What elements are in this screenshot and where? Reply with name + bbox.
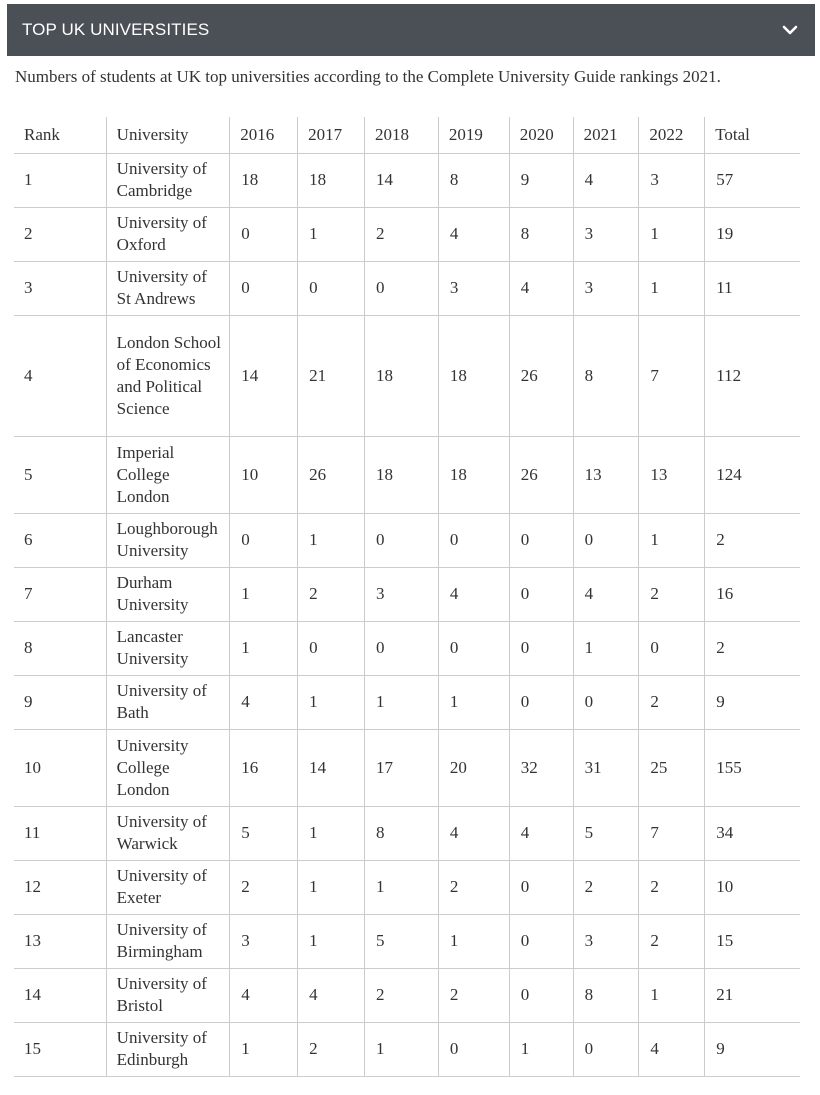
cell-2020: 1 — [509, 1022, 573, 1076]
cell-2016: 1 — [230, 621, 298, 675]
cell-total: 2 — [705, 513, 800, 567]
cell-2018: 17 — [364, 729, 438, 806]
cell-2017: 4 — [298, 968, 365, 1022]
cell-2021: 0 — [573, 675, 639, 729]
table-row — [14, 315, 800, 436]
cell-2022: 7 — [639, 806, 705, 860]
cell-2021: 4 — [573, 153, 639, 207]
column-header-total: Total — [705, 117, 800, 153]
table-caption: Numbers of students at UK top universities according to the Complete University Guide rankings 2021. — [15, 67, 721, 86]
cell-2017: 0 — [298, 621, 365, 675]
cell-2019: 3 — [438, 261, 509, 315]
cell-2020: 0 — [509, 675, 573, 729]
table-row — [14, 207, 800, 261]
cell-2017: 26 — [298, 436, 365, 513]
cell-2019: 4 — [438, 567, 509, 621]
cell-total: 2 — [705, 621, 800, 675]
cell-2020: 0 — [509, 968, 573, 1022]
cell-rank: 11 — [14, 806, 106, 860]
cell-2021: 0 — [573, 1022, 639, 1076]
cell-2022: 1 — [639, 513, 705, 567]
cell-2019: 1 — [438, 914, 509, 968]
cell-2017: 1 — [298, 806, 365, 860]
cell-2016: 3 — [230, 914, 298, 968]
cell-rank: 6 — [14, 513, 106, 567]
table-row — [14, 567, 800, 621]
cell-rank: 2 — [14, 207, 106, 261]
cell-2020: 0 — [509, 621, 573, 675]
table-row — [14, 806, 800, 860]
cell-rank: 9 — [14, 675, 106, 729]
cell-rank: 12 — [14, 860, 106, 914]
cell-total: 34 — [705, 806, 800, 860]
cell-2021: 13 — [573, 436, 639, 513]
cell-university: University of Bristol — [106, 968, 230, 1022]
cell-2016: 18 — [230, 153, 298, 207]
cell-rank: 13 — [14, 914, 106, 968]
table-header-row — [14, 117, 800, 153]
table-row — [14, 261, 800, 315]
column-header-university: University — [106, 117, 230, 153]
cell-rank: 3 — [14, 261, 106, 315]
cell-total: 19 — [705, 207, 800, 261]
cell-2017: 1 — [298, 207, 365, 261]
cell-2021: 31 — [573, 729, 639, 806]
column-header-2019: 2019 — [438, 117, 509, 153]
cell-rank: 7 — [14, 567, 106, 621]
cell-2018: 0 — [364, 621, 438, 675]
cell-university: University of Warwick — [106, 806, 230, 860]
cell-2016: 1 — [230, 1022, 298, 1076]
column-header-2017: 2017 — [298, 117, 365, 153]
cell-2020: 26 — [509, 315, 573, 436]
cell-2018: 1 — [364, 675, 438, 729]
cell-2022: 13 — [639, 436, 705, 513]
cell-2018: 1 — [364, 860, 438, 914]
table-row — [14, 436, 800, 513]
table-row — [14, 914, 800, 968]
cell-2020: 0 — [509, 860, 573, 914]
cell-2016: 16 — [230, 729, 298, 806]
cell-2016: 4 — [230, 968, 298, 1022]
cell-rank: 10 — [14, 729, 106, 806]
cell-2021: 3 — [573, 207, 639, 261]
cell-university: University College London — [106, 729, 230, 806]
cell-total: 10 — [705, 860, 800, 914]
cell-2019: 18 — [438, 315, 509, 436]
cell-2020: 4 — [509, 806, 573, 860]
cell-2022: 2 — [639, 675, 705, 729]
cell-2022: 2 — [639, 860, 705, 914]
cell-2022: 25 — [639, 729, 705, 806]
cell-2017: 1 — [298, 860, 365, 914]
cell-university: London School of Economics and Political Science — [106, 315, 230, 436]
cell-2021: 0 — [573, 513, 639, 567]
table-row — [14, 968, 800, 1022]
cell-rank: 8 — [14, 621, 106, 675]
table-body — [14, 153, 800, 1076]
cell-2019: 4 — [438, 207, 509, 261]
cell-total: 9 — [705, 1022, 800, 1076]
cell-2022: 3 — [639, 153, 705, 207]
cell-2020: 9 — [509, 153, 573, 207]
cell-2016: 1 — [230, 567, 298, 621]
cell-university: Durham University — [106, 567, 230, 621]
column-header-rank: Rank — [14, 117, 106, 153]
cell-2016: 4 — [230, 675, 298, 729]
column-header-2022: 2022 — [639, 117, 705, 153]
cell-total: 57 — [705, 153, 800, 207]
cell-total: 155 — [705, 729, 800, 806]
table-row — [14, 860, 800, 914]
cell-2017: 18 — [298, 153, 365, 207]
cell-rank: 15 — [14, 1022, 106, 1076]
cell-2021: 3 — [573, 914, 639, 968]
cell-2017: 1 — [298, 675, 365, 729]
cell-total: 124 — [705, 436, 800, 513]
cell-2018: 3 — [364, 567, 438, 621]
cell-university: University of St Andrews — [106, 261, 230, 315]
cell-total: 16 — [705, 567, 800, 621]
cell-university: University of Cambridge — [106, 153, 230, 207]
column-header-2016: 2016 — [230, 117, 298, 153]
cell-2017: 14 — [298, 729, 365, 806]
cell-university: University of Exeter — [106, 860, 230, 914]
cell-2021: 3 — [573, 261, 639, 315]
cell-2018: 18 — [364, 436, 438, 513]
cell-2018: 8 — [364, 806, 438, 860]
cell-2021: 1 — [573, 621, 639, 675]
cell-university: University of Birmingham — [106, 914, 230, 968]
cell-2019: 0 — [438, 513, 509, 567]
cell-total: 112 — [705, 315, 800, 436]
cell-2020: 0 — [509, 513, 573, 567]
cell-2022: 0 — [639, 621, 705, 675]
cell-total: 9 — [705, 675, 800, 729]
cell-2019: 1 — [438, 675, 509, 729]
cell-total: 21 — [705, 968, 800, 1022]
cell-2019: 2 — [438, 968, 509, 1022]
accordion-title: TOP UK UNIVERSITIES — [22, 20, 210, 39]
cell-2019: 18 — [438, 436, 509, 513]
cell-2017: 21 — [298, 315, 365, 436]
cell-2016: 14 — [230, 315, 298, 436]
cell-rank: 4 — [14, 315, 106, 436]
table-row — [14, 675, 800, 729]
cell-2018: 0 — [364, 261, 438, 315]
cell-total: 15 — [705, 914, 800, 968]
cell-rank: 1 — [14, 153, 106, 207]
cell-2019: 8 — [438, 153, 509, 207]
cell-2019: 4 — [438, 806, 509, 860]
cell-university: University of Bath — [106, 675, 230, 729]
cell-2016: 0 — [230, 261, 298, 315]
cell-2016: 0 — [230, 513, 298, 567]
top-uk-universities-panel — [7, 4, 815, 56]
cell-university: Imperial College London — [106, 436, 230, 513]
cell-2017: 0 — [298, 261, 365, 315]
cell-university: Loughborough University — [106, 513, 230, 567]
column-header-2021: 2021 — [573, 117, 639, 153]
cell-2022: 1 — [639, 207, 705, 261]
cell-2018: 14 — [364, 153, 438, 207]
cell-2016: 5 — [230, 806, 298, 860]
cell-university: University of Oxford — [106, 207, 230, 261]
cell-2020: 8 — [509, 207, 573, 261]
column-header-2020: 2020 — [509, 117, 573, 153]
column-header-2018: 2018 — [364, 117, 438, 153]
cell-2019: 0 — [438, 1022, 509, 1076]
cell-2020: 26 — [509, 436, 573, 513]
cell-2018: 1 — [364, 1022, 438, 1076]
cell-2018: 18 — [364, 315, 438, 436]
cell-2022: 1 — [639, 261, 705, 315]
cell-2017: 2 — [298, 567, 365, 621]
chevron-down-icon[interactable] — [781, 21, 799, 39]
cell-2016: 0 — [230, 207, 298, 261]
cell-2020: 4 — [509, 261, 573, 315]
cell-2021: 8 — [573, 315, 639, 436]
cell-2017: 1 — [298, 914, 365, 968]
cell-2022: 2 — [639, 914, 705, 968]
cell-2019: 0 — [438, 621, 509, 675]
cell-2022: 7 — [639, 315, 705, 436]
table-row — [14, 153, 800, 207]
cell-rank: 5 — [14, 436, 106, 513]
table-row — [14, 1022, 800, 1076]
cell-university: Lancaster University — [106, 621, 230, 675]
cell-2021: 2 — [573, 860, 639, 914]
cell-2022: 1 — [639, 968, 705, 1022]
cell-2016: 10 — [230, 436, 298, 513]
cell-2018: 2 — [364, 207, 438, 261]
cell-2018: 5 — [364, 914, 438, 968]
cell-2021: 8 — [573, 968, 639, 1022]
universities-table — [14, 117, 800, 1077]
cell-2022: 2 — [639, 567, 705, 621]
cell-2019: 2 — [438, 860, 509, 914]
cell-2019: 20 — [438, 729, 509, 806]
cell-2020: 0 — [509, 567, 573, 621]
table-row — [14, 729, 800, 806]
cell-2017: 2 — [298, 1022, 365, 1076]
table-row — [14, 513, 800, 567]
cell-total: 11 — [705, 261, 800, 315]
cell-2022: 4 — [639, 1022, 705, 1076]
cell-2020: 0 — [509, 914, 573, 968]
accordion-header[interactable] — [7, 4, 815, 56]
cell-rank: 14 — [14, 968, 106, 1022]
cell-university: University of Edinburgh — [106, 1022, 230, 1076]
cell-2016: 2 — [230, 860, 298, 914]
cell-2021: 5 — [573, 806, 639, 860]
cell-2017: 1 — [298, 513, 365, 567]
table-row — [14, 621, 800, 675]
cell-2018: 2 — [364, 968, 438, 1022]
cell-2020: 32 — [509, 729, 573, 806]
cell-2018: 0 — [364, 513, 438, 567]
cell-2021: 4 — [573, 567, 639, 621]
